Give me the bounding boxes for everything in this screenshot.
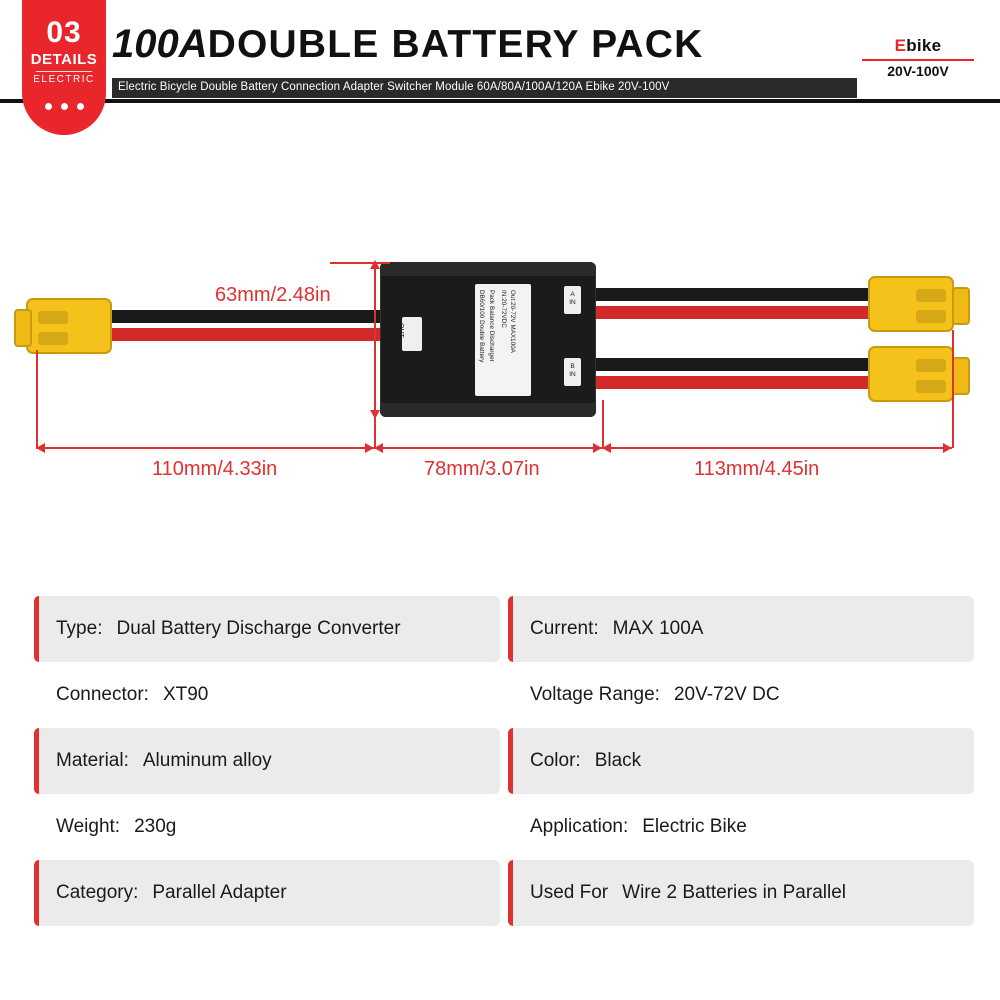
wire-red-a xyxy=(592,306,880,319)
wire-black-a xyxy=(592,288,880,301)
dim-label-center: 78mm/3.07in xyxy=(424,458,540,480)
spec-cell-color xyxy=(508,728,974,794)
dim-line-height xyxy=(374,262,376,417)
title-rest: DOUBLE BATTERY PACK xyxy=(207,23,704,66)
subtitle-text: Electric Bicycle Double Battery Connection Adapter Switcher Module 60A/80A/100A/120A Ebike 20V-100V xyxy=(118,81,670,93)
xt90-slot xyxy=(38,332,68,345)
spec-cell-connector xyxy=(34,662,500,728)
spec-value: 230g xyxy=(134,816,177,837)
brand-initial: E xyxy=(894,36,907,55)
brand-name xyxy=(858,36,978,56)
xt90-slot xyxy=(38,311,68,324)
dim-ext-mid-left xyxy=(374,400,376,448)
xt90-slot xyxy=(916,380,946,393)
spec-row xyxy=(34,728,974,794)
spec-cell-type xyxy=(34,596,500,662)
spec-key: Application: xyxy=(530,816,629,837)
xt90-nose xyxy=(952,357,970,395)
out-port-tag xyxy=(397,317,422,351)
title-amperage: 100A xyxy=(112,22,208,66)
dim-arrow-left-2 xyxy=(374,443,383,453)
wire-red-b xyxy=(592,376,880,389)
spec-cell-current xyxy=(508,596,974,662)
brand-divider xyxy=(862,59,974,61)
dim-ext-right xyxy=(952,330,954,448)
module-label-line-3: IN:20-72VDC xyxy=(500,290,507,328)
badge-dots xyxy=(22,103,106,110)
dim-line-center xyxy=(374,447,602,449)
spec-key: Connector: xyxy=(56,684,149,705)
module-label-sticker xyxy=(475,284,531,396)
module-label-line-1: DB60/100 Double Battery xyxy=(478,290,485,363)
spec-key: Color: xyxy=(530,750,581,771)
spec-value: Black xyxy=(594,750,642,771)
spec-value: 20V-72V DC xyxy=(673,684,780,705)
badge-sub-label: ELECTRIC xyxy=(33,74,95,85)
spec-cell-category xyxy=(34,860,500,926)
dim-line-left xyxy=(36,447,374,449)
dim-arrow-right-3 xyxy=(943,443,952,453)
module-top-edge xyxy=(380,262,596,276)
module-bottom-edge xyxy=(380,403,596,417)
wire-black-left xyxy=(100,310,386,323)
spec-row xyxy=(34,860,974,926)
spec-cell-material xyxy=(34,728,500,794)
module-label-line-2: Pack Balance Discharger xyxy=(488,290,495,362)
subtitle-bar xyxy=(112,78,857,98)
brand-voltage: 20V-100V xyxy=(887,63,949,79)
spec-value: Dual Battery Discharge Converter xyxy=(116,618,401,639)
spec-row xyxy=(34,596,974,662)
spec-value: XT90 xyxy=(162,684,209,705)
spec-value: Electric Bike xyxy=(642,816,747,837)
xt90-slot xyxy=(916,289,946,302)
dim-label-right: 113mm/4.45in xyxy=(694,458,820,480)
port-b-tag: B IN xyxy=(564,358,581,386)
spec-key: Material: xyxy=(56,750,129,771)
badge-dot xyxy=(45,103,52,110)
spec-value: Wire 2 Batteries in Parallel xyxy=(622,882,847,903)
xt90-slot xyxy=(916,359,946,372)
spec-key: Used For xyxy=(530,882,609,903)
spec-row xyxy=(34,662,974,728)
spec-value: MAX 100A xyxy=(612,618,704,639)
spec-key: Category: xyxy=(56,882,139,903)
xt90-slot xyxy=(916,310,946,323)
xt90-nose xyxy=(14,309,32,347)
details-badge xyxy=(22,0,106,135)
spec-cell-used-for xyxy=(508,860,974,926)
spec-cell-application xyxy=(508,794,974,860)
dim-label-left: 110mm/4.33in xyxy=(152,458,278,480)
wire-black-b xyxy=(592,358,880,371)
badge-details-label: DETAILS xyxy=(30,51,98,68)
product-diagram xyxy=(0,200,1000,520)
module-label-line-4: Out:20-72V MAX100A xyxy=(509,290,516,354)
dim-ext-mid-right xyxy=(602,400,604,448)
out-port-label: OUT xyxy=(397,323,404,338)
wire-red-left xyxy=(100,328,386,341)
dim-arrow-right-1 xyxy=(365,443,374,453)
badge-divider xyxy=(36,71,92,72)
spec-key: Voltage Range: xyxy=(530,684,660,705)
xt90-connector-out xyxy=(26,298,112,354)
spec-value: Parallel Adapter xyxy=(152,882,287,903)
dim-arrow-left-3 xyxy=(602,443,611,453)
dim-ext-left xyxy=(36,350,38,448)
badge-dot xyxy=(77,103,84,110)
spec-table xyxy=(34,596,974,926)
page-title xyxy=(112,22,852,67)
spec-key: Type: xyxy=(56,618,103,639)
dim-label-height: 63mm/2.48in xyxy=(215,284,331,306)
brand-block xyxy=(858,36,978,79)
dim-line-right xyxy=(602,447,952,449)
xt90-nose xyxy=(952,287,970,325)
xt90-connector-b xyxy=(868,346,954,402)
spec-row xyxy=(34,794,974,860)
brand-rest: bike xyxy=(906,36,942,55)
port-a-tag: A IN xyxy=(564,286,581,314)
dim-tick-top xyxy=(330,262,390,264)
dim-arrow-left-1 xyxy=(36,443,45,453)
spec-cell-weight xyxy=(34,794,500,860)
xt90-connector-a xyxy=(868,276,954,332)
dim-arrow-right-2 xyxy=(593,443,602,453)
spec-cell-voltage-range xyxy=(508,662,974,728)
spec-value: Aluminum alloy xyxy=(142,750,272,771)
badge-number: 03 xyxy=(46,16,82,49)
spec-key: Current: xyxy=(530,618,599,639)
converter-module xyxy=(380,262,596,417)
spec-key: Weight: xyxy=(56,816,121,837)
badge-dot xyxy=(61,103,68,110)
header-inner xyxy=(0,0,1000,99)
page-header xyxy=(0,0,1000,103)
